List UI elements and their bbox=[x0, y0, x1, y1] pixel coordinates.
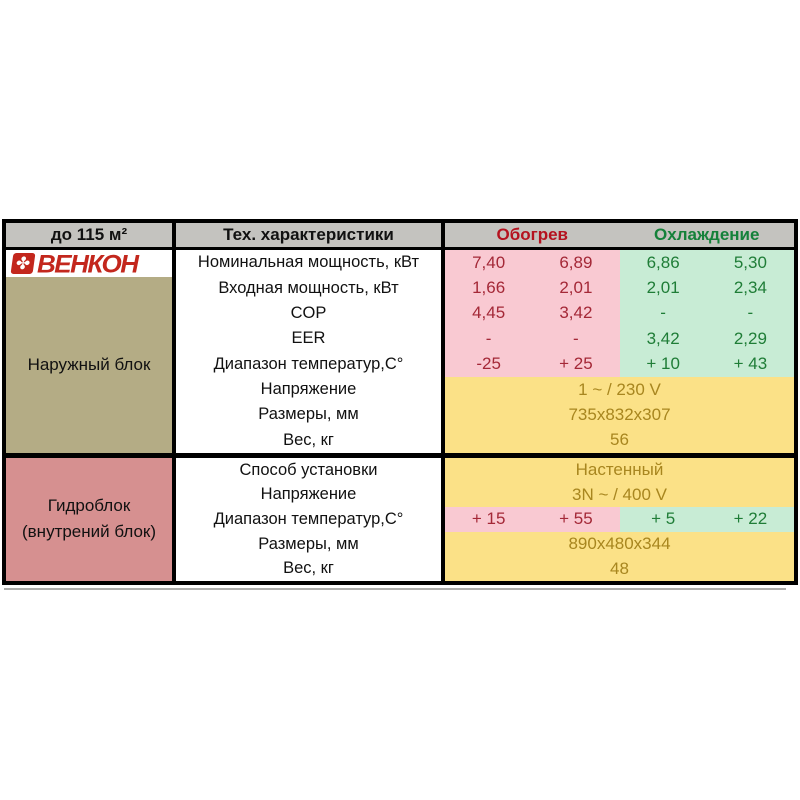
row-label: EER bbox=[291, 329, 326, 348]
value-cell: - bbox=[445, 326, 532, 351]
outdoor-labels-column bbox=[176, 250, 441, 453]
value-cell: 2,34 bbox=[707, 275, 794, 300]
table-shadow-line bbox=[4, 588, 786, 590]
row-label: Напряжение bbox=[260, 485, 357, 504]
hydro-unit-title-line1: Гидроблок bbox=[47, 496, 131, 516]
shared-value-row: Настенный bbox=[445, 458, 794, 483]
section-outdoor-unit bbox=[6, 250, 794, 453]
area-label: до 115 м² bbox=[50, 225, 128, 244]
value-row bbox=[445, 301, 794, 326]
value-cell: 6,86 bbox=[620, 250, 707, 275]
value-cell: -25 bbox=[445, 352, 532, 377]
shared-value-row: 3N ~ / 400 V bbox=[445, 483, 794, 508]
value-cell: + 10 bbox=[620, 352, 707, 377]
value-cell: + 43 bbox=[707, 352, 794, 377]
clover-icon: ✤ bbox=[11, 253, 36, 274]
header-specs-cell bbox=[176, 223, 441, 247]
value-cell: - bbox=[707, 301, 794, 326]
specs-label: Тех. характеристики bbox=[223, 225, 394, 244]
value-cell: 7,40 bbox=[445, 250, 532, 275]
shared-value-row: 48 bbox=[445, 556, 794, 581]
table-header-row bbox=[6, 223, 794, 247]
value-cell: 3,42 bbox=[620, 326, 707, 351]
logo-text: ВЕНКОН bbox=[37, 250, 138, 277]
outdoor-unit-title: Наружный блок bbox=[27, 355, 151, 374]
value-cell: 3,42 bbox=[532, 301, 619, 326]
row-label: Размеры, мм bbox=[258, 534, 359, 553]
outdoor-values-column bbox=[445, 250, 794, 453]
value-cell: + 22 bbox=[707, 507, 794, 532]
value-cell: + 15 bbox=[445, 507, 532, 532]
heating-header: Обогрев bbox=[496, 225, 568, 244]
hydro-labels-column bbox=[176, 458, 441, 581]
value-cell: + 25 bbox=[532, 352, 619, 377]
value-cell: 2,01 bbox=[532, 275, 619, 300]
value-cell: 1,66 bbox=[445, 275, 532, 300]
row-label: Номинальная мощность, кВт bbox=[197, 253, 420, 272]
row-label: COP bbox=[290, 303, 327, 322]
row-label: Вес, кг bbox=[283, 559, 334, 578]
row-label: Размеры, мм bbox=[258, 405, 359, 424]
value-row bbox=[445, 352, 794, 377]
value-cell: + 5 bbox=[620, 507, 707, 532]
hydro-values-column bbox=[445, 458, 794, 581]
row-label: Напряжение bbox=[260, 380, 357, 399]
cooling-header: Охлаждение bbox=[654, 225, 760, 244]
outdoor-unit-cell bbox=[6, 250, 172, 453]
row-label: Входная мощность, кВт bbox=[218, 278, 399, 297]
row-label: Диапазон температур,C° bbox=[213, 509, 404, 528]
outdoor-unit-title-area bbox=[6, 277, 172, 453]
value-cell: 4,45 bbox=[445, 301, 532, 326]
value-cell: 2,01 bbox=[620, 275, 707, 300]
value-row bbox=[445, 326, 794, 351]
row-label: Диапазон температур,C° bbox=[213, 354, 404, 373]
header-modes-cell bbox=[445, 223, 794, 247]
header-area-cell bbox=[6, 223, 172, 247]
hydro-unit-title-line2: (внутрений блок) bbox=[21, 522, 157, 542]
value-cell: 5,30 bbox=[707, 250, 794, 275]
shared-value-row: 1 ~ / 230 V bbox=[445, 377, 794, 402]
shared-value-row: 890x480x344 bbox=[445, 532, 794, 557]
value-cell: - bbox=[532, 326, 619, 351]
value-cell: - bbox=[620, 301, 707, 326]
hydro-unit-cell bbox=[6, 458, 172, 581]
venkon-logo bbox=[6, 250, 172, 277]
value-row bbox=[445, 250, 794, 275]
shared-value-row: 56 bbox=[445, 428, 794, 453]
value-cell: + 55 bbox=[532, 507, 619, 532]
row-label: Способ установки bbox=[239, 460, 378, 479]
shared-value-row: 735x832x307 bbox=[445, 402, 794, 427]
value-row bbox=[445, 507, 794, 532]
value-row bbox=[445, 275, 794, 300]
value-cell: 6,89 bbox=[532, 250, 619, 275]
spec-table bbox=[2, 219, 798, 585]
section-hydro-unit bbox=[6, 458, 794, 581]
value-cell: 2,29 bbox=[707, 326, 794, 351]
row-label: Вес, кг bbox=[283, 430, 334, 449]
